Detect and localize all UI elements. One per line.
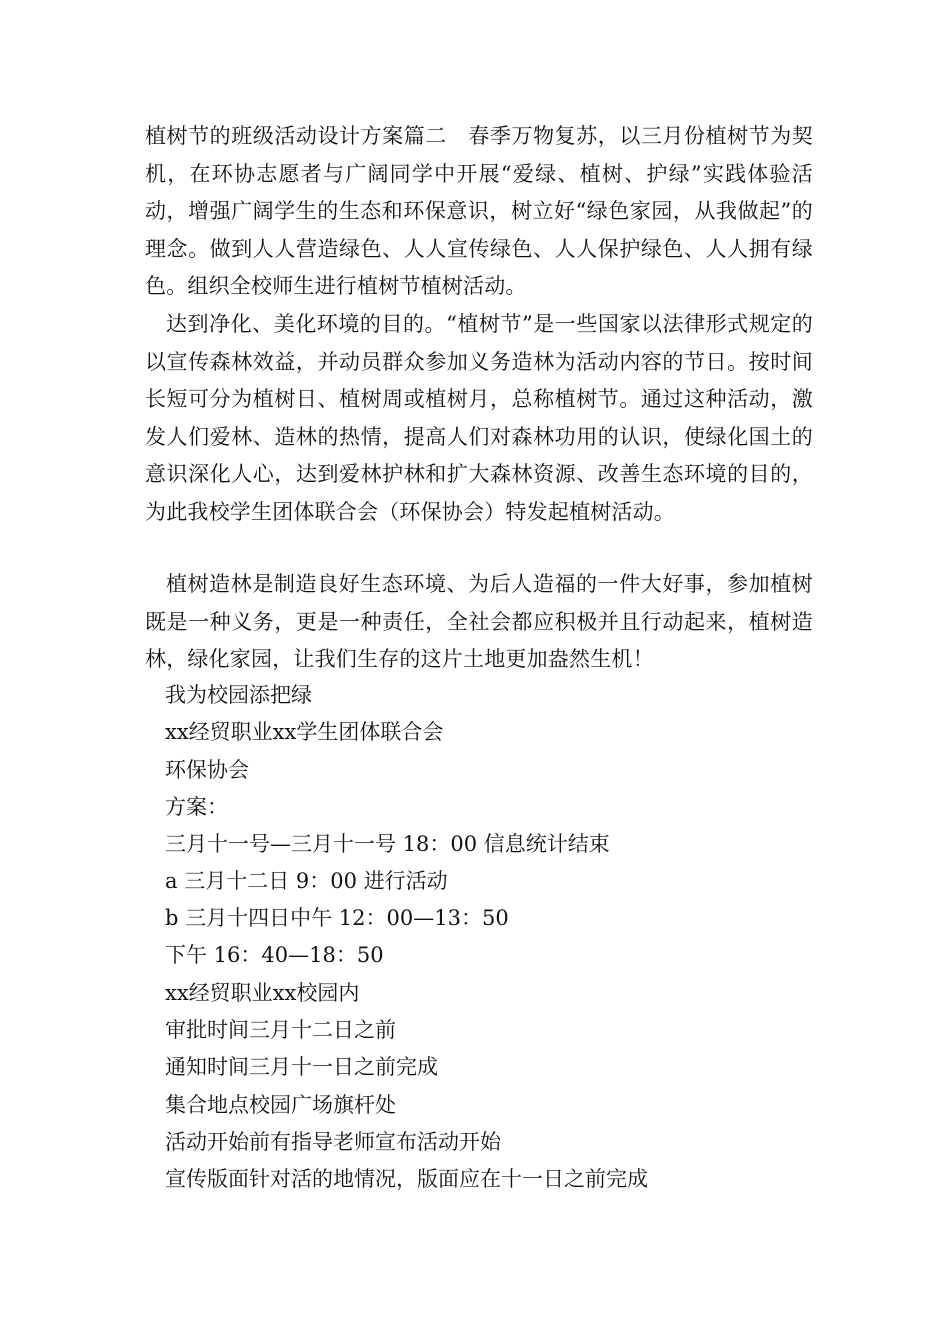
plan-heading: 方案： bbox=[165, 795, 228, 819]
plan-item-approval: 审批时间三月十二日之前 bbox=[165, 1018, 396, 1042]
plan-item-registration: 三月十一号—三月十一号 18：00 信息统计结束 bbox=[165, 832, 610, 856]
plan-item-opening: 活动开始前有指导老师宣布活动开始 bbox=[165, 1130, 501, 1154]
plan-item-activity-b: b 三月十四日中午 12：00—13：50 bbox=[165, 906, 509, 930]
plan-item-location: xx经贸职业xx校园内 bbox=[165, 981, 360, 1005]
plan-item-assembly: 集合地点校园广场旗杆处 bbox=[165, 1093, 396, 1117]
plan-item-publicity: 宣传版面针对活的地情况，版面应在十一日之前完成 bbox=[165, 1167, 648, 1191]
paragraph-purpose: 达到净化、美化环境的目的。“植树节”是一些国家以法律形式规定的以宣传森林效益，并动员群众参加义务造林为活动内容的节日。按时间长短可分为植树日、植树周或植树月，总称植树节。通过这种活动，激发人们爱林、造林的热情，提高人们对森林功用的认识，使绿化国土的意识深化人心，达到爱林护林和扩大森林资源、改善生态环境的目的，为此我校学生团体联合会（环保协会）特发起植树活动。 bbox=[145, 312, 813, 524]
association-line: 环保协会 bbox=[165, 758, 249, 782]
slogan-line: 我为校园添把绿 bbox=[165, 683, 312, 707]
paragraph-intro: 植树节的班级活动设计方案篇二 春季万物复苏，以三月份植树节为契机，在环协志愿者与广阔同学中开展“爱绿、植树、护绿”实践体验活动，增强广阔学生的生态和环保意识，树立好“绿色家园，从我做起”的理念。做到人人营造绿色、人人宣传绿色、人人保护绿色、人人拥有绿色。组织全校师生进行植树节植树活动。 bbox=[145, 124, 813, 298]
plan-item-afternoon: 下午 16：40—18：50 bbox=[165, 943, 384, 967]
organizer-line: xx经贸职业xx学生团体联合会 bbox=[165, 720, 444, 744]
paragraph-significance: 植树造林是制造良好生态环境、为后人造福的一件大好事，参加植树既是一种义务，更是一种责任，全社会都应积极并且行动起来，植树造林，绿化家园，让我们生存的这片土地更加盎然生机！ bbox=[145, 572, 813, 671]
plan-item-notice: 通知时间三月十一日之前完成 bbox=[165, 1055, 438, 1079]
plan-item-activity-a: a 三月十二日 9：00 进行活动 bbox=[165, 869, 448, 893]
